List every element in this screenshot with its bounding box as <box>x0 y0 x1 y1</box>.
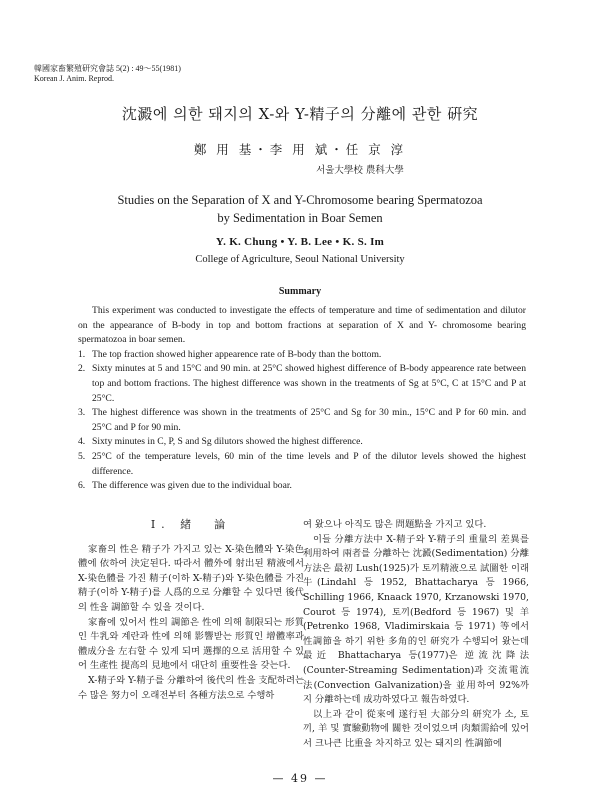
summary-item: 4. Sixty minutes in C, P, S and Sg dilutors showed the highest difference. <box>78 436 363 448</box>
summary-intro: This experiment was conducted to investigate the effects of temperature and time of sedimentation and dilutor on the appearance of B-body in top and bottom fractions at separation of X and Y- chromosome bearing spermatozoa in boar semen. <box>78 305 526 346</box>
body-paragraph: 以上과 같이 從來에 遂行된 大部分의 研究가 소, 토끼, 羊 및 實驗動物에 關한 것이었으며 肉類需給에 있어서 크나큰 比重을 차지하고 있는 돼지의 性調節에 <box>303 708 529 749</box>
summary-list <box>78 348 526 494</box>
journal-name-korean: 韓國家畜繁殖研究會誌 5(2) : 49～55(1981) <box>34 64 181 73</box>
body-paragraph: 家畜의 性은 精子가 가지고 있는 X-染色體와 Y-染色體에 依하여 決定된다. 따라서 體外에 射出된 精液에서 X-染色體를 가진 精子(이하 X-精子)와 Y-染色體를 가진 精子(이하 Y-精子)를 人爲的으로 分離할 수 있다면 後代의 性을 調節할 수 있을 것이다. <box>78 543 304 613</box>
summary-heading: Summary <box>278 286 322 297</box>
body-right-column <box>303 518 529 752</box>
summary-item: 1. The top fraction showed higher appearence rate of B-body than the bottom. <box>78 348 382 360</box>
english-title <box>0 191 600 227</box>
page-number: — 49 — <box>272 772 328 785</box>
journal-citation <box>34 64 181 84</box>
body-paragraph: 家畜에 있어서 性의 調節은 性에 의해 制限되는 形質인 牛乳와 계란과 性에 의해 影響받는 形質인 增體率과 體成分을 左右할 수 있게 되며 選擇的으로 活用할 수 있어 生產性 提高의 見地에서 대단히 重要性을 갖는다. <box>78 616 304 672</box>
english-affiliation: College of Agriculture, Seoul National University <box>195 254 405 265</box>
body-paragraph: X-精子와 Y-精子를 分離하여 後代의 性을 支配하려는 수 많은 努力이 오래전부터 各種方法으로 수행하 <box>78 674 304 701</box>
english-title-line2: by Sedimentation in Boar Semen <box>217 211 383 225</box>
journal-name-english: Korean J. Anim. Reprod. <box>34 74 114 83</box>
section-heading-introduction: I. 緒 論 <box>150 518 232 531</box>
summary-item: 3. The highest difference was shown in the treatments of 25°C and Sg for 30 min., 15°C and P for 60 min. and 25°C and P for 90 min. <box>78 407 526 433</box>
summary-abstract <box>78 304 526 494</box>
summary-item: 6. The difference was given due to the individual boar. <box>78 480 292 492</box>
korean-title: 沈澱에 의한 돼지의 X-와 Y-精子의 分離에 관한 硏究 <box>121 105 479 123</box>
summary-item: 5. 25°C of the temperature levels, 60 min of the time levels and P of the dilutor levels showed the highest difference. <box>78 450 526 477</box>
body-paragraph: 이들 分離方法中 X-精子와 Y-精子의 重量의 差異를 利用하여 兩者를 分離하는 沈澱(Sedimentation) 分離方法은 最初 Lush(1925)가 토끼精液으로 試圖한 이래 牛(Lindahl 등 1952, Bhattacharya 등 1966, Schilling 1966, Knaack 1970, Krzanowski 1970, Courot 등 1974), 토끼(Bedford 등 1967) 및 羊(Petrenko 1968, Vladimirskaia 등 1971) 等에서 性調節을 하기 위한 多角的인 研究가 수행되어 왔는데 最近 Bhattacharya 등(1977)은 逆流沈降法(Counter-Streaming Sedimentation)과 交流電流法(Convection Galvanization)을 並用하여 92%까지 分離하는데 成功하였다고 報告하였다. <box>303 533 529 706</box>
body-paragraph: 여 왔으나 아직도 많은 問題點을 가지고 있다. <box>303 519 487 530</box>
summary-item: 2. Sixty minutes at 5 and 15°C and 90 min. at 25°C showed highest difference of B-body appearence rate between top and bottom fractions. The highest difference was shown in the treatments of Sg at 5°C, C at 15°C and P at 25°C. <box>78 363 526 404</box>
body-left-column <box>78 518 304 703</box>
english-authors: Y. K. Chung • Y. B. Lee • K. S. Im <box>215 236 385 248</box>
english-title-line1: Studies on the Separation of X and Y-Chromosome bearing Spermatozoa <box>117 193 483 207</box>
korean-authors: 鄭 用 基・李 用 斌・任 京 淳 <box>193 142 407 157</box>
korean-affiliation: 서울大學校 農科大學 <box>316 165 404 176</box>
